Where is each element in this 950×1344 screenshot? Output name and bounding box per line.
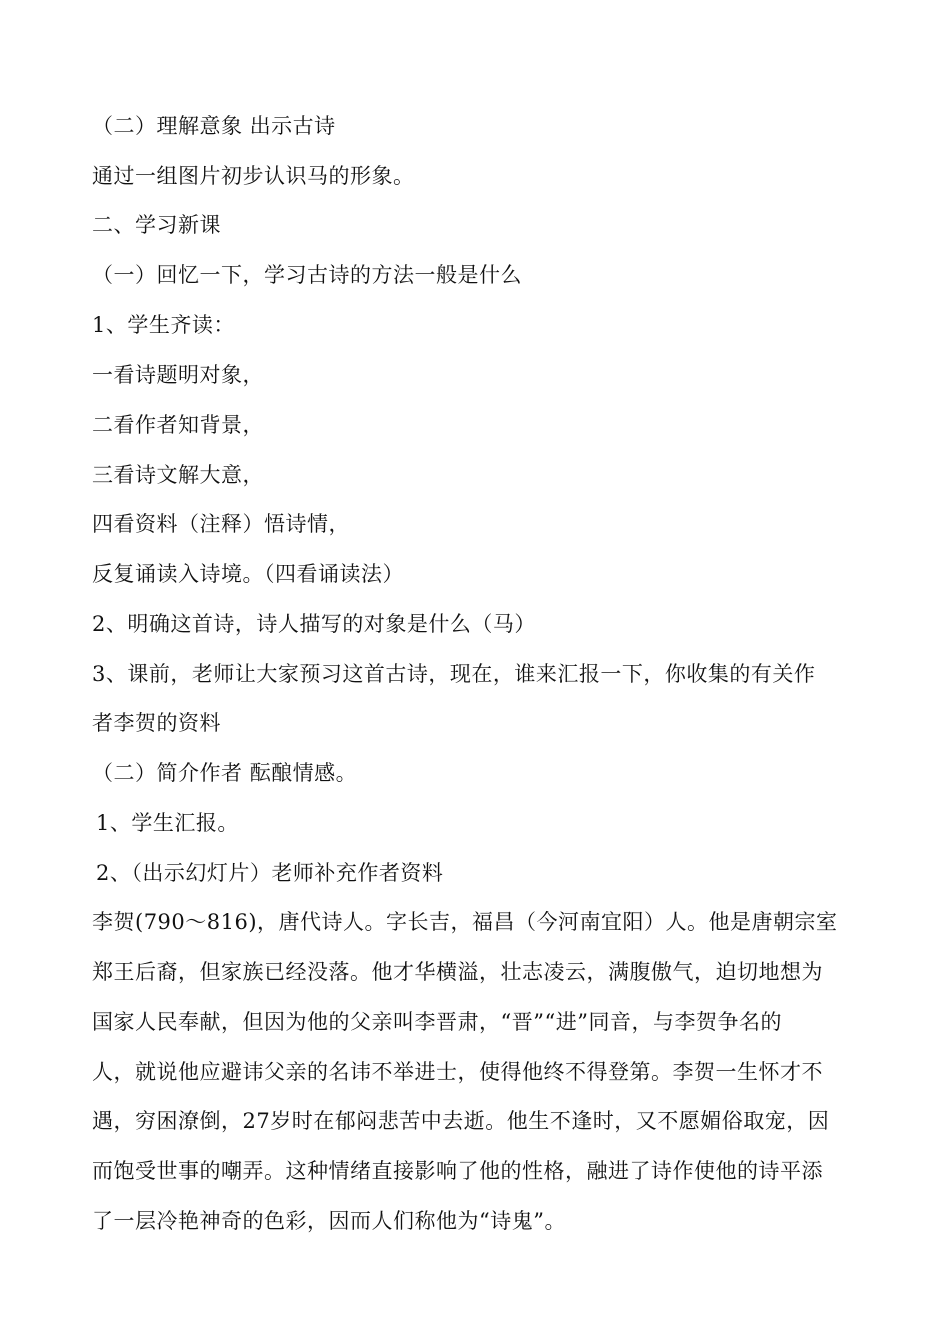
list-item: 1、学生汇报。 — [96, 811, 239, 835]
paragraph-line: 李贺(790～816)，唐代诗人。字长吉，福昌（今河南宜阳）人。他是唐朝宗室 — [92, 910, 838, 934]
list-item: 2、明确这首诗，诗人描写的对象是什么（马） — [92, 612, 536, 636]
paragraph-line: 而饱受世事的嘲弄。这种情绪直接影响了他的性格，融进了诗作使他的诗平添 — [92, 1159, 823, 1183]
section-heading-new-lesson: 二、学习新课 — [92, 213, 221, 237]
paragraph-line: 一看诗题明对象， — [92, 363, 264, 387]
paragraph-line: 郑王后裔，但家族已经没落。他才华横溢，壮志凌云，满腹傲气，迫切地想为 — [92, 960, 823, 984]
paragraph-line: 了一层冷艳神奇的色彩，因而人们称他为“诗鬼”。 — [92, 1209, 566, 1233]
paragraph-line: 二看作者知背景， — [92, 413, 264, 437]
paragraph-line: 四看资料（注释）悟诗情， — [92, 512, 350, 536]
section-heading-introduce-author: （二）简介作者 酝酿情感。 — [92, 761, 358, 785]
list-item: 2、（出示幻灯片）老师补充作者资料 — [96, 861, 444, 885]
paragraph-line: 遇，穷困潦倒，27岁时在郁闷悲苦中去逝。他生不逢时，又不愿媚俗取宠，因 — [92, 1109, 830, 1133]
section-heading-recall-method: （一）回忆一下，学习古诗的方法一般是什么 — [92, 263, 522, 287]
section-heading-understand-imagery: （二）理解意象 出示古诗 — [92, 114, 336, 138]
paragraph-line: 者李贺的资料 — [92, 711, 221, 735]
list-item: 1、学生齐读： — [92, 313, 235, 337]
list-item: 3、课前，老师让大家预习这首古诗，现在，谁来汇报一下，你收集的有关作 — [92, 662, 816, 686]
paragraph-line: 反复诵读入诗境。（四看诵读法） — [92, 562, 404, 586]
paragraph-line: 人，就说他应避讳父亲的名讳不举进士，使得他终不得登第。李贺一生怀才不 — [92, 1060, 823, 1084]
paragraph-line: 通过一组图片初步认识马的形象。 — [92, 164, 415, 188]
paragraph-line: 国家人民奉献，但因为他的父亲叫李晋肃，“晋”“进”同音，与李贺争名的 — [92, 1010, 782, 1034]
paragraph-line: 三看诗文解大意， — [92, 463, 264, 487]
